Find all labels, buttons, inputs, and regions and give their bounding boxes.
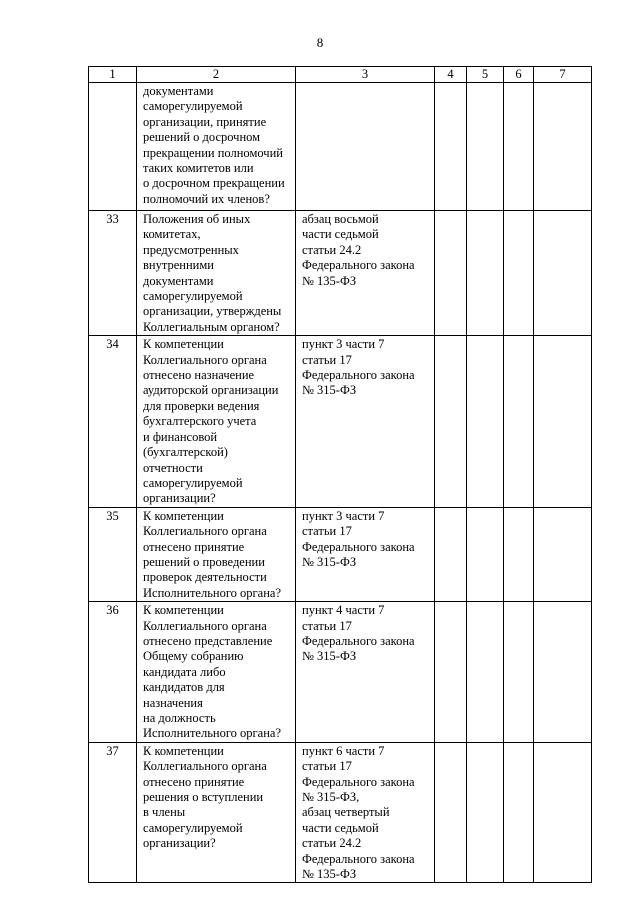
header-col-6: 6 [504,67,534,83]
table-row [89,83,592,211]
requirement-text: К компетенции Коллегиального органа отнесено принятие решений о проведении проверок деятельности Исполнительного органа? [137,507,296,601]
legal-reference: пункт 4 части 7 статьи 17 Федерального закона № 315-ФЗ [296,602,435,743]
table-row [89,507,592,601]
answer-cell-6 [504,742,534,883]
checklist-table [88,66,592,883]
requirement-text: К компетенции Коллегиального органа отнесено представление Общему собранию кандидата либо кандидатов для назначения на должность Исполнительного органа? [137,602,296,743]
answer-cell-5 [467,83,504,211]
requirement-text: Положения об иных комитетах, предусмотренных внутренними документами саморегулируемой организации, утверждены Коллегиальным органом? [137,211,296,336]
requirement-text: документами саморегулируемой организации, принятие решений о досрочном прекращении полномочий таких комитетов или о досрочном прекращении полномочий их членов? [137,83,296,211]
answer-cell-4 [435,336,467,507]
header-col-1: 1 [89,67,137,83]
answer-cell-7 [534,742,592,883]
table-row [89,336,592,507]
header-col-2: 2 [137,67,296,83]
table-row [89,211,592,336]
legal-reference: пункт 6 части 7 статьи 17 Федерального закона № 315-ФЗ, абзац четвертый части седьмой статьи 24.2 Федерального закона № 135-ФЗ [296,742,435,883]
legal-reference: пункт 3 части 7 статьи 17 Федерального закона № 315-ФЗ [296,336,435,507]
header-col-5: 5 [467,67,504,83]
answer-cell-7 [534,336,592,507]
row-number: 35 [89,507,137,601]
answer-cell-4 [435,83,467,211]
answer-cell-6 [504,507,534,601]
answer-cell-4 [435,602,467,743]
answer-cell-6 [504,602,534,743]
requirement-text: К компетенции Коллегиального органа отнесено принятие решения о вступлении в члены саморегулируемой организации? [137,742,296,883]
answer-cell-6 [504,211,534,336]
legal-reference: абзац восьмой части седьмой статьи 24.2 Федерального закона № 135-ФЗ [296,211,435,336]
header-col-7: 7 [534,67,592,83]
answer-cell-4 [435,211,467,336]
header-row [89,67,592,83]
row-number [89,83,137,211]
answer-cell-7 [534,83,592,211]
answer-cell-4 [435,507,467,601]
page-number: 8 [316,35,324,50]
answer-cell-5 [467,211,504,336]
answer-cell-7 [534,211,592,336]
answer-cell-5 [467,602,504,743]
answer-cell-5 [467,336,504,507]
legal-reference: пункт 3 части 7 статьи 17 Федерального закона № 315-ФЗ [296,507,435,601]
header-col-3: 3 [296,67,435,83]
answer-cell-6 [504,336,534,507]
answer-cell-7 [534,507,592,601]
table-row [89,742,592,883]
legal-reference [296,83,435,211]
header-col-4: 4 [435,67,467,83]
row-number: 33 [89,211,137,336]
row-number: 34 [89,336,137,507]
answer-cell-5 [467,507,504,601]
answer-cell-5 [467,742,504,883]
row-number: 37 [89,742,137,883]
row-number: 36 [89,602,137,743]
requirement-text: К компетенции Коллегиального органа отнесено назначение аудиторской организации для проверки ведения бухгалтерского учета и финансовой (бухгалтерской) отчетности саморегулируемой организации? [137,336,296,507]
answer-cell-4 [435,742,467,883]
table-row [89,602,592,743]
answer-cell-6 [504,83,534,211]
answer-cell-7 [534,602,592,743]
